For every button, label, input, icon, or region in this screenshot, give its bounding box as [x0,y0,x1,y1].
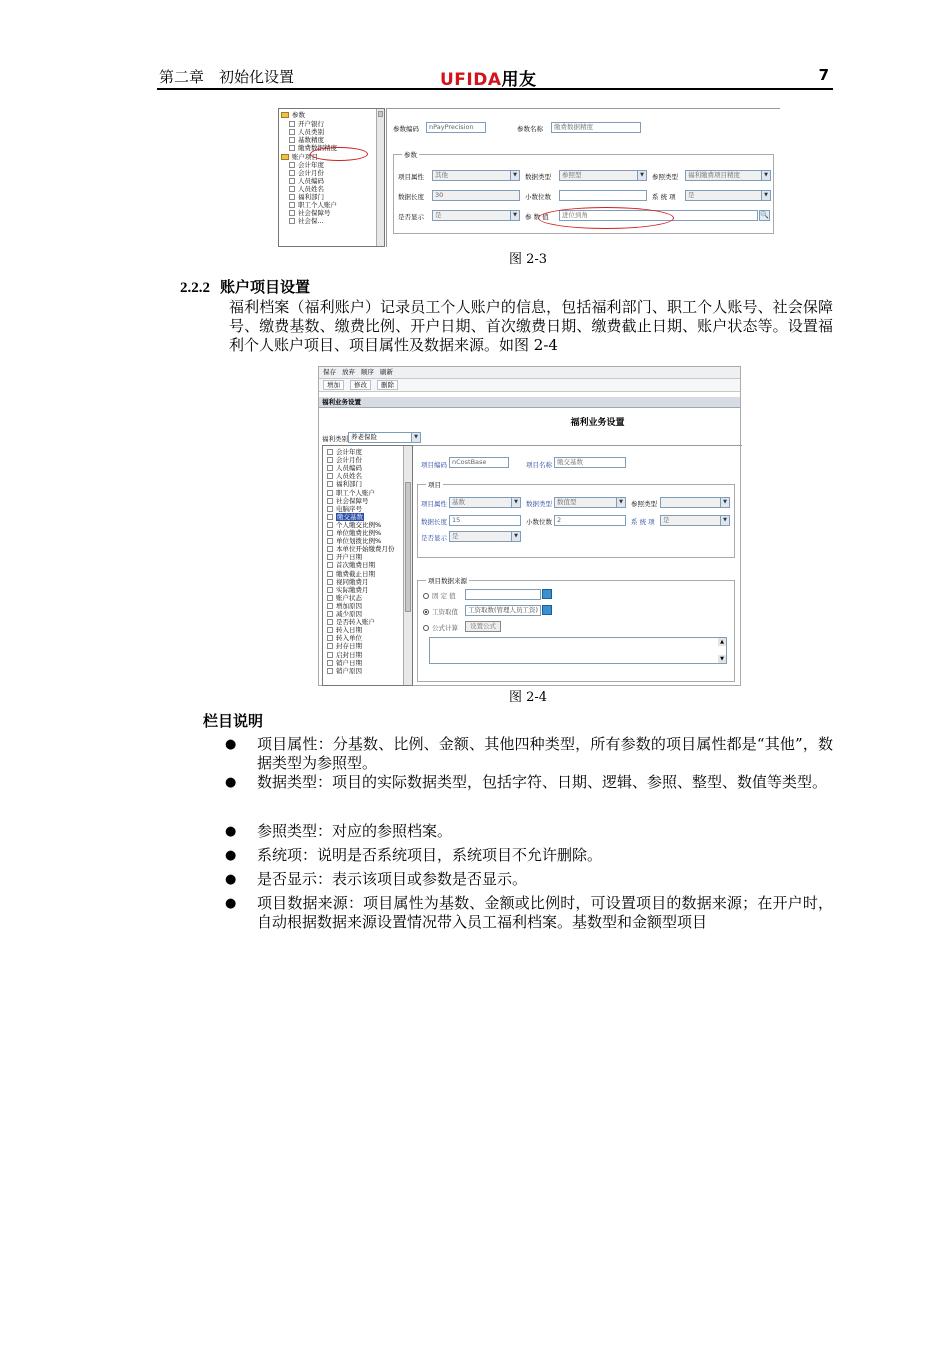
tab-welfare-settings[interactable]: 福利业务设置 [319,397,740,408]
document-icon [327,530,333,536]
tree-scrollbar[interactable] [403,446,412,685]
chevron-down-icon: ▼ [510,171,519,180]
item-attr-select[interactable]: 基数 ▼ [449,497,521,508]
data-source-group: 项目数据来源 [417,580,735,682]
tree-scrollbar[interactable] [376,109,384,246]
page-header [157,62,833,90]
item-name-label: 项目名称 [526,461,552,469]
param-code-label: 参数编码 [393,125,419,133]
folder-icon [281,112,289,118]
data-length-label: 数据长度 [421,518,447,526]
body-paragraph: 福利档案（福利账户）记录员工个人账户的信息，包括福利部门、职工个人账号、社会保障号、缴费基数、缴费比例、开户日期、首次缴费日期、缴费截止日期、账户状态等。设置福利个人账户项目、项目属性及数据来源。如图 2-4 [229,298,833,354]
chevron-down-icon: ▼ [720,516,729,525]
page-number: 7 [818,66,829,84]
tree-item[interactable]: 福利部门 [289,193,324,201]
formula-radio[interactable] [423,625,429,631]
notes-title: 栏目说明 [203,712,264,730]
data-length-field[interactable]: 15 [449,515,521,526]
tree-item[interactable]: 福利部门 [327,480,362,488]
tree-item[interactable]: 单位划拨比例% [327,537,381,545]
document-icon [289,178,295,184]
tree-item[interactable]: 账户状态 [327,594,362,602]
figure-2-3-screenshot [276,106,781,248]
salary-radio[interactable] [423,609,429,615]
tree-item[interactable]: 账户项目 [281,153,318,161]
tree-item[interactable]: 启封日期 [327,651,362,659]
category-select[interactable]: 养老保险 ▼ [348,432,421,443]
toolbar-button[interactable]: 修改 [350,380,371,390]
bullet-icon: ● [225,848,237,863]
document-icon [327,627,333,633]
document-icon [289,145,295,151]
toolbar-button[interactable]: 放弃 [342,368,355,376]
toolbar-button[interactable]: 刷新 [380,368,393,376]
tree-item[interactable]: 开户日期 [327,553,362,561]
bullet-item: ● 数据类型：项目的实际数据类型，包括字符、日期、逻辑、参照、整型、数值等类型。 [225,773,828,791]
document-icon [327,652,333,658]
bullet-icon: ● [225,737,237,752]
settings-title: 福利业务设置 [570,418,625,428]
lookup-icon[interactable] [542,605,552,615]
tree-item[interactable]: 缴费截止日期 [327,570,375,578]
chevron-down-icon: ▼ [616,498,625,507]
toolbar-top [319,367,740,379]
document-icon [327,473,333,479]
chapter-title: 第二章 初始化设置 [159,68,295,86]
show-label: 是否显示 [398,213,424,221]
param-value-label: 参 数 值 [525,213,549,221]
document-icon [327,506,333,512]
document-icon [327,611,333,617]
tree-item[interactable]: 职工个人账户 [327,489,375,497]
tree-item[interactable]: 转入日期 [327,626,362,634]
tree-item[interactable]: 人员编码 [289,177,324,185]
document-icon [289,202,295,208]
item-attr-label: 项目属性 [398,173,424,181]
figure-caption: 图 2-3 [509,252,548,267]
ref-type-select[interactable] [660,497,730,508]
document-icon [327,579,333,585]
document-icon [327,522,333,528]
tree-item[interactable]: 个人缴交比例% [327,521,381,529]
tree-item[interactable]: 参数 [281,111,305,119]
decimal-label: 小数位数 [525,193,551,201]
show-select[interactable]: 是 ▼ [432,210,520,221]
chevron-down-icon: ▼ [761,171,770,180]
document-icon [327,603,333,609]
figure-2-4-screenshot [318,366,741,686]
tree-item[interactable]: 减少原因 [327,610,362,618]
document-icon [327,660,333,666]
bullet-icon: ● [225,896,237,911]
tree-item[interactable]: 增加原因 [327,602,362,610]
salary-label: 工资取值 [432,608,458,616]
document-icon [289,210,295,216]
tree-item[interactable]: 人员类别 [289,128,324,136]
tree-item[interactable]: 电脑序号 [327,505,362,513]
figure-caption: 图 2-4 [509,690,548,705]
salary-field[interactable]: 工资取数(管理人员工资) [465,605,541,616]
scroll-up-icon: ▲ [718,638,726,646]
toolbar-button[interactable]: 顺序 [361,368,374,376]
tree-item[interactable]: 转入单位 [327,634,362,642]
tree-item[interactable]: 人员姓名 [289,185,324,193]
ref-type-label: 参照类型 [652,173,678,181]
document-icon [289,170,295,176]
tree-item[interactable]: 会计月份 [289,169,324,177]
document-icon [327,668,333,674]
param-code-field[interactable]: nPayPrecision [426,122,486,133]
document-icon [327,635,333,641]
tree-item[interactable]: 人员编码 [327,464,362,472]
tree-item[interactable]: 实际缴费月 [327,586,369,594]
highlight-oval [538,207,674,229]
document-icon [327,490,333,496]
chevron-down-icon: ▼ [511,532,520,541]
tree-item[interactable]: 单位缴费比例% [327,529,381,537]
document-icon [327,498,333,504]
bullet-item: ● 系统项：说明是否系统项目，系统项目不允许删除。 [225,846,603,864]
tree-item[interactable]: 缴费数据精度 [289,144,337,152]
tree-item[interactable]: 会计年度 [289,161,324,169]
chevron-down-icon: ▼ [511,498,520,507]
tree-item[interactable]: 开户银行 [289,120,324,128]
bullet-icon: ● [225,824,237,839]
section-heading: 2.2.2 账户项目设置 [180,278,311,296]
document-icon [327,465,333,471]
system-item-select[interactable]: 是 ▼ [660,515,730,526]
toolbar-button[interactable]: 增加 [323,380,344,390]
bullet-item: ● 参照类型：对应的参照档案。 [225,822,453,840]
param-name-label: 参数名称 [517,125,543,133]
item-name-field[interactable]: 缴交基数 [554,457,626,468]
show-label: 是否显示 [421,534,447,542]
search-icon[interactable]: 🔍 [760,211,769,219]
tree-item[interactable]: 本单位开始缴费月份 [327,545,395,553]
show-select[interactable]: 是 ▼ [449,531,521,542]
param-name-field[interactable]: 缴费数据精度 [551,122,641,133]
document-icon [327,643,333,649]
tree-item[interactable]: 基数精度 [289,136,324,144]
chevron-down-icon: ▼ [761,191,770,200]
set-formula-button[interactable]: 设置公式 [465,621,501,632]
formula-label: 公式计算 [432,624,458,632]
data-length-label: 数据长度 [398,193,424,201]
tree-item[interactable]: 人员姓名 [327,472,362,480]
document-icon [289,162,295,168]
toolbar-actions [319,379,740,392]
formula-textarea[interactable] [429,637,727,664]
tree-item[interactable]: 社会保... [289,217,324,225]
data-type-select[interactable]: 数值型 ▼ [554,497,626,508]
ref-type-select[interactable]: 福利缴费项目精度 ▼ [685,170,771,181]
document-icon [327,571,333,577]
tree-item[interactable]: 会计年度 [327,448,362,456]
document-icon [327,514,333,520]
param-value-field[interactable]: 进位到角 [559,210,758,221]
system-item-select[interactable]: 是 ▼ [685,190,771,201]
tree-item[interactable]: 职工个人账户 [289,201,337,209]
document-icon [289,121,295,127]
bullet-item: ● 是否显示：表示该项目或参数是否显示。 [225,870,528,888]
ref-type-label: 参照类型 [631,500,657,508]
document-icon [327,619,333,625]
fixed-radio[interactable] [423,593,429,599]
toolbar-button[interactable]: 保存 [323,368,336,376]
bullet-item: ● 项目属性：分基数、比例、金额、其他四种类型，所有参数的项目属性都是“其他”，数据类型为参照型。 [225,735,833,772]
lookup-icon[interactable] [542,589,552,599]
ufida-logo: UFIDA用友 [440,70,537,90]
document-icon [327,554,333,560]
tree-item[interactable]: 社会保障号 [327,497,369,505]
decimal-field[interactable] [559,190,647,201]
bullet-icon: ● [225,775,237,790]
chevron-down-icon: ▼ [411,433,420,442]
category-label: 福利类别 [322,435,348,443]
bullet-item: ● 项目数据来源：项目属性为基数、金额或比例时，可设置项目的数据来源；在开户时，自动根据数据来源设置情况带入员工福利档案。基数型和金额型项目 [225,894,833,931]
document-icon [289,186,295,192]
document-icon [327,449,333,455]
toolbar-button[interactable]: 删除 [377,380,398,390]
item-attr-select[interactable]: 其他 ▼ [432,170,520,181]
fixed-value-label: 固 定 值 [432,592,456,600]
chevron-down-icon: ▼ [720,498,729,507]
item-code-field[interactable]: nCostBase [449,457,509,468]
tree-item[interactable]: 销户日期 [327,659,362,667]
item-attr-label: 项目属性 [421,500,447,508]
data-type-select[interactable]: 参照型 ▼ [559,170,647,181]
document-icon [327,538,333,544]
document-icon [289,137,295,143]
document-icon [327,457,333,463]
chevron-down-icon: ▼ [637,171,646,180]
document-icon [289,218,295,224]
document-icon [289,194,295,200]
item-tree [322,445,413,686]
data-type-label: 数据类型 [525,173,551,181]
item-code-label: 项目编码 [421,461,447,469]
system-item-label: 系 统 项 [631,518,655,526]
document-icon [327,481,333,487]
document-icon [327,562,333,568]
tree-item[interactable]: 首次缴费日期 [327,561,375,569]
tree-item[interactable]: 社会保障号 [289,209,331,217]
tree-item[interactable]: 封存日期 [327,642,362,650]
folder-icon [281,154,289,160]
param-group: 参数 [393,154,774,234]
document-icon [289,129,295,135]
item-group: 项目 [417,484,735,558]
tree-item[interactable]: 销户原因 [327,667,362,675]
fixed-value-field[interactable] [465,589,541,600]
tree-item[interactable]: 是否转入账户 [327,618,375,626]
tree-item[interactable]: 视同缴费月 [327,578,369,586]
data-type-label: 数据类型 [526,500,552,508]
scroll-down-icon: ▼ [718,655,726,663]
bullet-icon: ● [225,872,237,887]
system-item-label: 系 统 项 [652,193,676,201]
document-icon [327,595,333,601]
document-icon [327,546,333,552]
highlight-oval [310,147,368,161]
tree-item[interactable]: 会计月份 [327,456,362,464]
decimal-field[interactable]: 2 [554,515,626,526]
chevron-down-icon: ▼ [510,211,519,220]
decimal-label: 小数位数 [526,518,552,526]
tree-item[interactable]: 缴交基数 [327,513,364,521]
document-icon [327,587,333,593]
parameter-tree [278,108,385,247]
data-length-field[interactable]: 30 [432,190,520,201]
